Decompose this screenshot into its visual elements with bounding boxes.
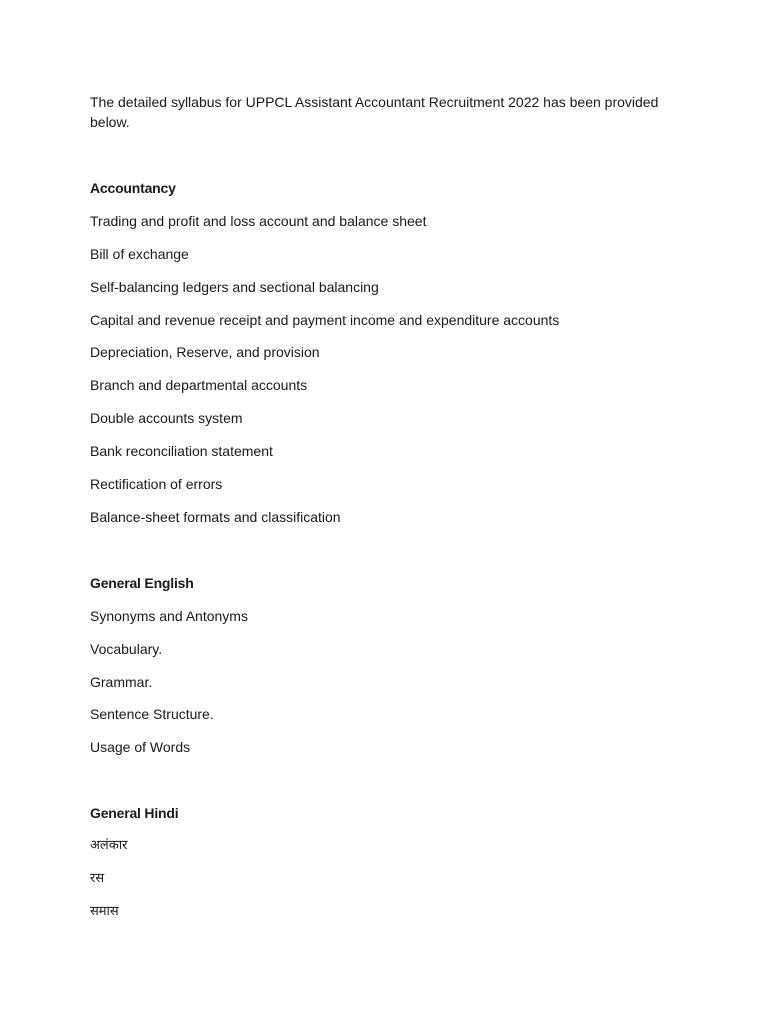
list-item: Branch and departmental accounts xyxy=(90,377,308,394)
section-general-hindi xyxy=(90,803,690,922)
list-item: Synonyms and Antonyms xyxy=(90,607,248,624)
list-item: Trading and profit and loss account and balance sheet xyxy=(90,212,427,229)
intro-paragraph: The detailed syllabus for UPPCL Assistant Accountant Recruitment 2022 has been provided below. xyxy=(90,94,659,130)
document-content xyxy=(90,92,690,922)
section-item-list xyxy=(90,836,690,922)
list-item: Vocabulary. xyxy=(90,640,163,657)
list-item: Bill of exchange xyxy=(90,245,189,262)
list-item: Bank reconciliation statement xyxy=(90,443,273,460)
section-item-list xyxy=(90,606,690,758)
list-item: Capital and revenue receipt and payment income and expenditure accounts xyxy=(90,311,560,328)
list-item: Sentence Structure. xyxy=(90,706,214,723)
list-item: Self-balancing ledgers and sectional balancing xyxy=(90,278,379,295)
list-item: Depreciation, Reserve, and provision xyxy=(90,344,320,361)
section-heading: General English xyxy=(90,574,194,591)
list-item: Double accounts system xyxy=(90,410,243,427)
list-item: रस xyxy=(90,871,105,887)
section-heading: General Hindi xyxy=(90,805,179,822)
list-item: Rectification of errors xyxy=(90,476,223,493)
section-general-english xyxy=(90,573,690,757)
section-accountancy xyxy=(90,178,690,527)
list-item: Usage of Words xyxy=(90,739,191,756)
list-item: अलंकार xyxy=(90,838,128,854)
list-item: Balance-sheet formats and classification xyxy=(90,508,341,525)
section-item-list xyxy=(90,211,690,527)
section-heading: Accountancy xyxy=(90,180,176,196)
list-item: Grammar. xyxy=(90,673,153,690)
list-item: समास xyxy=(90,904,119,920)
